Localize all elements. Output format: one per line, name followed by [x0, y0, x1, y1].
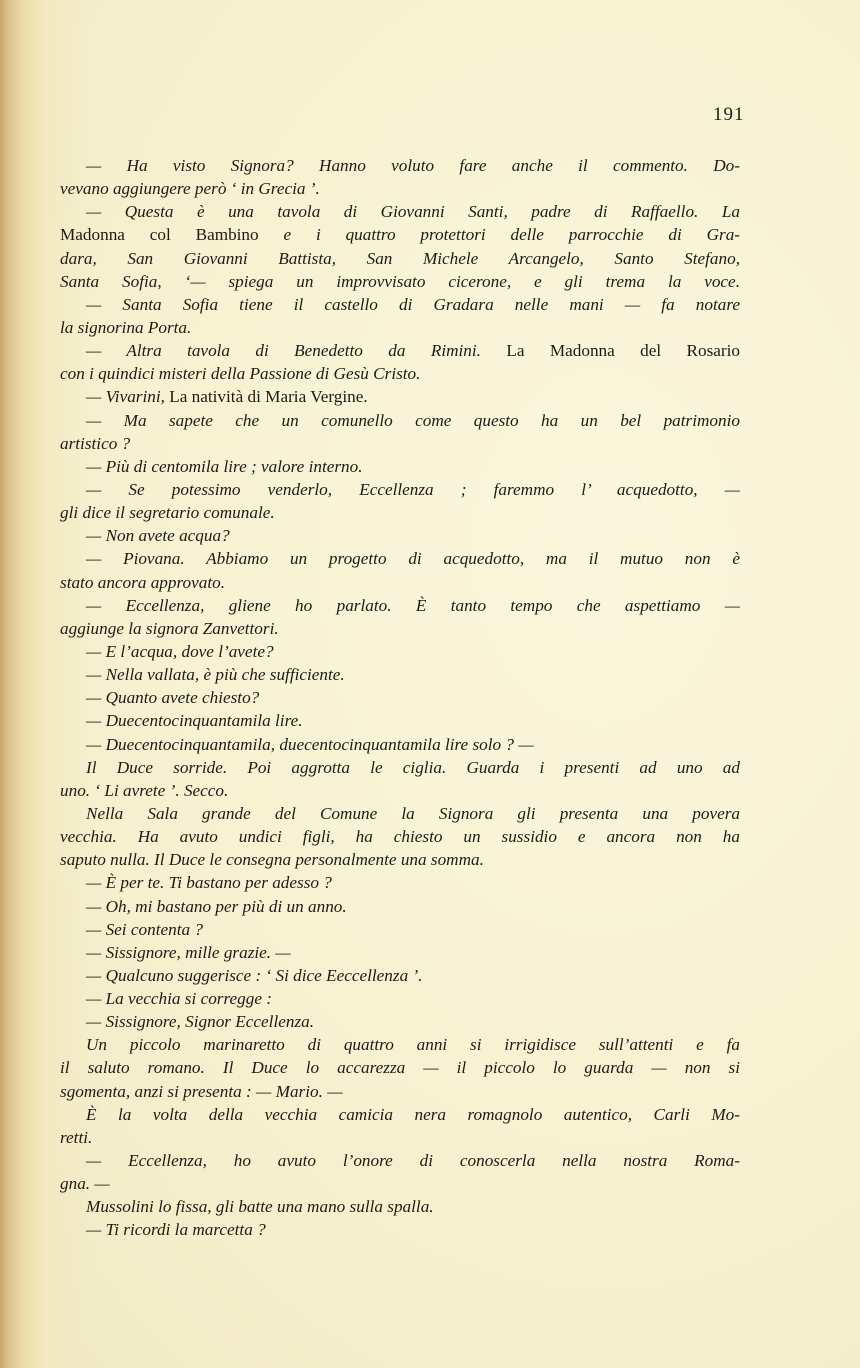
text-line: [60, 316, 740, 339]
text-line: [60, 339, 740, 362]
italic-text: — Duecentocinquantamila, duecentocinquantamila lire solo ? —: [86, 734, 534, 754]
text-line: [60, 1103, 740, 1126]
text-line: [60, 293, 740, 316]
text-line: [60, 594, 740, 617]
italic-text: Nella Sala grande del Comune la Signora gli presenta una povera: [86, 803, 740, 823]
italic-text: con i quindici misteri della Passione di Gesù Cristo.: [60, 364, 421, 384]
text-line: [60, 871, 740, 894]
italic-text: — Santa Sofia tiene il castello di Gradara nelle mani — fa notare: [86, 294, 740, 314]
text-line: [60, 918, 740, 941]
text-line: [60, 1126, 740, 1149]
italic-text: — Sei contenta ?: [86, 919, 203, 939]
text-line: [60, 270, 740, 293]
text-line: [60, 941, 740, 964]
italic-text: — È per te. Ti bastano per adesso ?: [86, 873, 332, 893]
italic-text: — Ha visto Signora? Hanno voluto fare anche il commento. Do-: [86, 156, 740, 175]
italic-text: vecchia. Ha avuto undici figli, ha chiesto un sussidio e ancora non ha: [60, 827, 740, 847]
italic-text: — La vecchia si corregge :: [86, 989, 272, 1009]
text-line: [60, 154, 740, 177]
text-line: [60, 756, 740, 779]
italic-text: Il Duce sorride. Poi aggrotta le ciglia. Guarda i presenti ad uno ad: [86, 757, 740, 777]
italic-text: È la volta della vecchia camicia nera romagnolo autentico, Carli Mo-: [86, 1104, 740, 1124]
page-number: 191: [713, 104, 745, 125]
text-line: [60, 1010, 740, 1033]
text-line: [60, 1218, 740, 1241]
text-line: [60, 1080, 740, 1103]
text-line: [60, 547, 740, 570]
italic-text: il saluto romano. Il Duce lo accarezza — il piccolo lo guarda — non si: [60, 1058, 740, 1078]
text-line: [60, 617, 740, 640]
italic-text: saputo nulla. Il Duce le consegna personalmente una somma.: [60, 850, 484, 870]
italic-text: vevano aggiungere però ‘ in Grecia ’.: [60, 179, 320, 199]
italic-text: — Ma sapete che un comunello come questo ha un bel patrimonio: [86, 410, 740, 430]
text-line: [60, 478, 740, 501]
text-line: [60, 501, 740, 524]
italic-text: — E l’acqua, dove l’avete?: [86, 641, 274, 661]
italic-text: — Qualcuno suggerisce : ‘ Si dice Eeccellenza ’.: [86, 965, 423, 985]
italic-text: — Sissignore, Signor Eccellenza.: [86, 1012, 315, 1032]
italic-text: e i quattro protettori delle parrocchie di Gra-: [283, 225, 741, 245]
text-line: [60, 779, 740, 802]
italic-text: — Piovana. Abbiamo un progetto di acquedotto, ma il mutuo non è: [86, 549, 740, 569]
italic-text: — Sissignore, mille grazie. —: [86, 942, 291, 962]
italic-text: — Più di centomila lire ; valore interno.: [86, 456, 363, 476]
text-line: [60, 432, 740, 455]
italic-text: la signorina Porta.: [60, 317, 192, 337]
italic-text: Santa Sofia, ‘— spiega un improvvisato cicerone, e gli trema la voce.: [60, 271, 740, 291]
italic-text: — Ti ricordi la marcetta ?: [86, 1220, 266, 1240]
italic-text: aggiunge la signora Zanvettori.: [60, 618, 279, 638]
italic-text: — Oh, mi bastano per più di un anno.: [86, 896, 347, 916]
text-line: [60, 895, 740, 918]
roman-text: Madonna col Bambino: [60, 225, 284, 245]
italic-text: artistico ?: [60, 433, 131, 453]
italic-text: retti.: [60, 1127, 93, 1147]
text-line: [60, 455, 740, 478]
text-line: [60, 1056, 740, 1079]
roman-text: La natività di Maria Vergine.: [169, 387, 368, 407]
italic-text: stato ancora approvato.: [60, 572, 226, 592]
italic-text: — Altra tavola di Benedetto da Rimini.: [86, 341, 507, 361]
italic-text: gna. —: [60, 1174, 110, 1194]
italic-text: uno. ‘ Li avrete ’. Secco.: [60, 780, 229, 800]
text-line: [60, 177, 740, 200]
italic-text: gli dice il segretario comunale.: [60, 503, 275, 523]
text-line: [60, 987, 740, 1010]
italic-text: — Quanto avete chiesto?: [86, 688, 260, 708]
text-line: [60, 1149, 740, 1172]
text-line: [60, 848, 740, 871]
italic-text: Mussolini lo fissa, gli batte una mano sulla spalla.: [86, 1197, 434, 1217]
text-line: [60, 733, 740, 756]
text-line: [60, 964, 740, 987]
body-text: [60, 154, 740, 1242]
text-line: [60, 409, 740, 432]
text-line: [60, 362, 740, 385]
italic-text: — Questa è una tavola di Giovanni Santi, padre di Raffaello. La: [86, 202, 740, 222]
text-line: [60, 709, 740, 732]
text-line: [60, 1195, 740, 1218]
italic-text: — Nella vallata, è più che sufficiente.: [86, 665, 345, 685]
text-line: [60, 802, 740, 825]
italic-text: — Vivarini,: [86, 387, 170, 407]
text-line: [60, 825, 740, 848]
text-line: [60, 223, 740, 246]
text-line: [60, 686, 740, 709]
italic-text: — Se potessimo venderlo, Eccellenza ; faremmo l’ acquedotto, —: [86, 479, 740, 499]
italic-text: Un piccolo marinaretto di quattro anni si irrigidisce sull’attenti e fa: [86, 1035, 740, 1055]
text-line: [60, 640, 740, 663]
italic-text: — Duecentocinquantamila lire.: [86, 711, 303, 731]
text-line: [60, 524, 740, 547]
text-line: [60, 571, 740, 594]
italic-text: dara, San Giovanni Battista, San Michele Arcangelo, Santo Stefano,: [60, 248, 740, 268]
text-line: [60, 1172, 740, 1195]
roman-text: La Madonna del Rosario: [506, 341, 740, 361]
italic-text: — Eccellenza, ho avuto l’onore di conoscerla nella nostra Roma-: [86, 1151, 740, 1171]
text-line: [60, 1033, 740, 1056]
italic-text: — Non avete acqua?: [86, 526, 230, 546]
text-line: [60, 385, 740, 408]
italic-text: sgomenta, anzi si presenta : — Mario. —: [60, 1081, 343, 1101]
text-line: [60, 200, 740, 223]
italic-text: — Eccellenza, gliene ho parlato. È tanto tempo che aspettiamo —: [86, 595, 740, 615]
text-line: [60, 247, 740, 270]
text-line: [60, 663, 740, 686]
